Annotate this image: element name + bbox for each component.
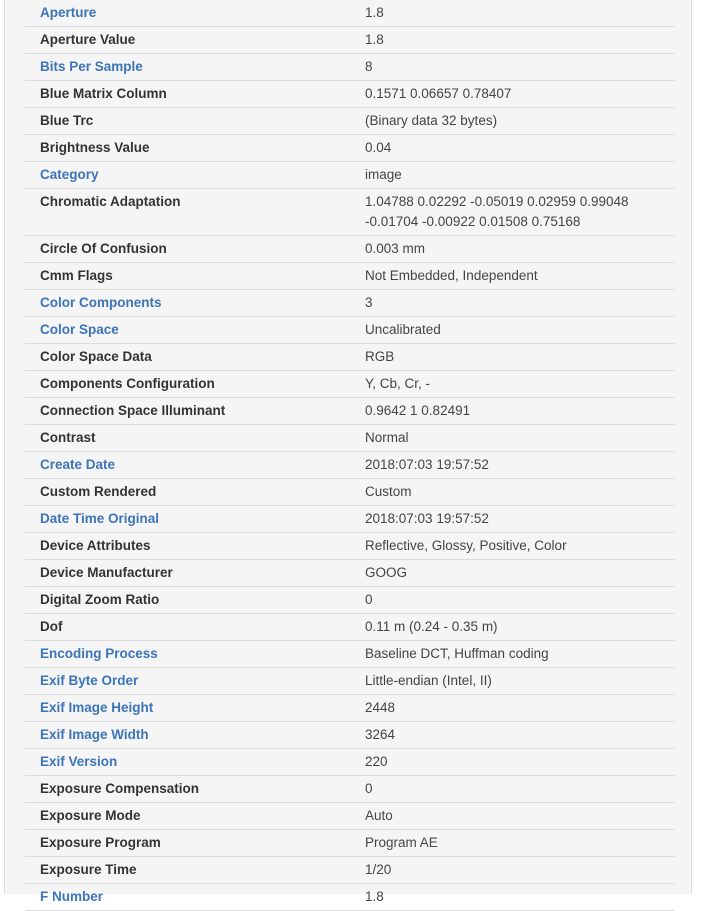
metadata-value: 2448 xyxy=(350,695,675,722)
metadata-key-link[interactable]: Color Components xyxy=(25,290,350,317)
metadata-value: Baseline DCT, Huffman coding xyxy=(350,641,675,668)
metadata-row xyxy=(25,425,675,452)
metadata-row xyxy=(25,641,675,668)
metadata-key: Connection Space Illuminant xyxy=(25,398,350,425)
metadata-row xyxy=(25,695,675,722)
metadata-key: Blue Trc xyxy=(25,108,350,135)
metadata-row xyxy=(25,857,675,884)
metadata-row xyxy=(25,290,675,317)
metadata-value: 0.003 mm xyxy=(350,236,675,263)
metadata-key: Exposure Time xyxy=(25,857,350,884)
metadata-value: 0.04 xyxy=(350,135,675,162)
metadata-value: 0 xyxy=(350,587,675,614)
metadata-value: 2018:07:03 19:57:52 xyxy=(350,506,675,533)
metadata-table xyxy=(25,0,675,911)
metadata-row xyxy=(25,317,675,344)
metadata-key-link[interactable]: Aperture xyxy=(25,0,350,27)
metadata-key: Aperture Value xyxy=(25,27,350,54)
metadata-key: Exposure Program xyxy=(25,830,350,857)
metadata-row xyxy=(25,506,675,533)
metadata-value: 2018:07:03 19:57:52 xyxy=(350,452,675,479)
metadata-value: Program AE xyxy=(350,830,675,857)
metadata-key: Cmm Flags xyxy=(25,263,350,290)
metadata-value: 3264 xyxy=(350,722,675,749)
metadata-row xyxy=(25,452,675,479)
metadata-value: image xyxy=(350,162,675,189)
metadata-value: RGB xyxy=(350,344,675,371)
metadata-key: Chromatic Adaptation xyxy=(25,189,350,236)
metadata-key-link[interactable]: Exif Byte Order xyxy=(25,668,350,695)
metadata-row xyxy=(25,162,675,189)
metadata-key-link[interactable]: Encoding Process xyxy=(25,641,350,668)
metadata-row xyxy=(25,189,675,236)
metadata-row xyxy=(25,614,675,641)
metadata-value: 0.11 m (0.24 - 0.35 m) xyxy=(350,614,675,641)
metadata-key-link[interactable]: Exif Image Height xyxy=(25,695,350,722)
metadata-value: 0 xyxy=(350,776,675,803)
metadata-key-link[interactable]: Exif Version xyxy=(25,749,350,776)
metadata-key: Contrast xyxy=(25,425,350,452)
metadata-row xyxy=(25,560,675,587)
metadata-row xyxy=(25,54,675,81)
metadata-key: Dof xyxy=(25,614,350,641)
metadata-row xyxy=(25,803,675,830)
metadata-row xyxy=(25,884,675,911)
metadata-value: 220 xyxy=(350,749,675,776)
metadata-row xyxy=(25,776,675,803)
metadata-row xyxy=(25,722,675,749)
metadata-row xyxy=(25,81,675,108)
metadata-value: 1.8 xyxy=(350,0,675,27)
metadata-value: 0.9642 1 0.82491 xyxy=(350,398,675,425)
metadata-key: Digital Zoom Ratio xyxy=(25,587,350,614)
metadata-row xyxy=(25,135,675,162)
metadata-key: Circle Of Confusion xyxy=(25,236,350,263)
metadata-row xyxy=(25,479,675,506)
metadata-key-link[interactable]: Date Time Original xyxy=(25,506,350,533)
metadata-key-link[interactable]: Bits Per Sample xyxy=(25,54,350,81)
metadata-value: 8 xyxy=(350,54,675,81)
metadata-row xyxy=(25,749,675,776)
metadata-value: Little-endian (Intel, II) xyxy=(350,668,675,695)
metadata-row xyxy=(25,108,675,135)
metadata-key-link[interactable]: Category xyxy=(25,162,350,189)
metadata-value: Uncalibrated xyxy=(350,317,675,344)
metadata-value: 1.8 xyxy=(350,884,675,911)
metadata-key-link[interactable]: Exif Image Width xyxy=(25,722,350,749)
metadata-table-body xyxy=(25,0,675,911)
metadata-key: Components Configuration xyxy=(25,371,350,398)
metadata-value: Normal xyxy=(350,425,675,452)
metadata-row xyxy=(25,263,675,290)
metadata-value: 1.8 xyxy=(350,27,675,54)
metadata-row xyxy=(25,830,675,857)
metadata-row xyxy=(25,533,675,560)
metadata-key-link[interactable]: Create Date xyxy=(25,452,350,479)
metadata-row xyxy=(25,0,675,27)
metadata-key: Blue Matrix Column xyxy=(25,81,350,108)
metadata-key: Device Attributes xyxy=(25,533,350,560)
metadata-value: Auto xyxy=(350,803,675,830)
metadata-row xyxy=(25,344,675,371)
metadata-value: 1/20 xyxy=(350,857,675,884)
metadata-key: Color Space Data xyxy=(25,344,350,371)
metadata-key: Device Manufacturer xyxy=(25,560,350,587)
metadata-value: Not Embedded, Independent xyxy=(350,263,675,290)
metadata-value: Y, Cb, Cr, - xyxy=(350,371,675,398)
metadata-panel xyxy=(4,0,692,904)
metadata-key: Exposure Compensation xyxy=(25,776,350,803)
metadata-row xyxy=(25,371,675,398)
metadata-row xyxy=(25,668,675,695)
metadata-key: Custom Rendered xyxy=(25,479,350,506)
metadata-value: Reflective, Glossy, Positive, Color xyxy=(350,533,675,560)
metadata-key: Exposure Mode xyxy=(25,803,350,830)
metadata-row xyxy=(25,27,675,54)
metadata-value: Custom xyxy=(350,479,675,506)
metadata-value: 3 xyxy=(350,290,675,317)
metadata-value: 0.1571 0.06657 0.78407 xyxy=(350,81,675,108)
metadata-key-link[interactable]: Color Space xyxy=(25,317,350,344)
metadata-value: GOOG xyxy=(350,560,675,587)
metadata-row xyxy=(25,398,675,425)
metadata-value: (Binary data 32 bytes) xyxy=(350,108,675,135)
metadata-value: 1.04788 0.02292 -0.05019 0.02959 0.99048 -0.01704 -0.00922 0.01508 0.75168 xyxy=(350,189,675,236)
metadata-row xyxy=(25,587,675,614)
metadata-row xyxy=(25,236,675,263)
metadata-key: Brightness Value xyxy=(25,135,350,162)
metadata-key-link[interactable]: F Number xyxy=(25,884,350,911)
